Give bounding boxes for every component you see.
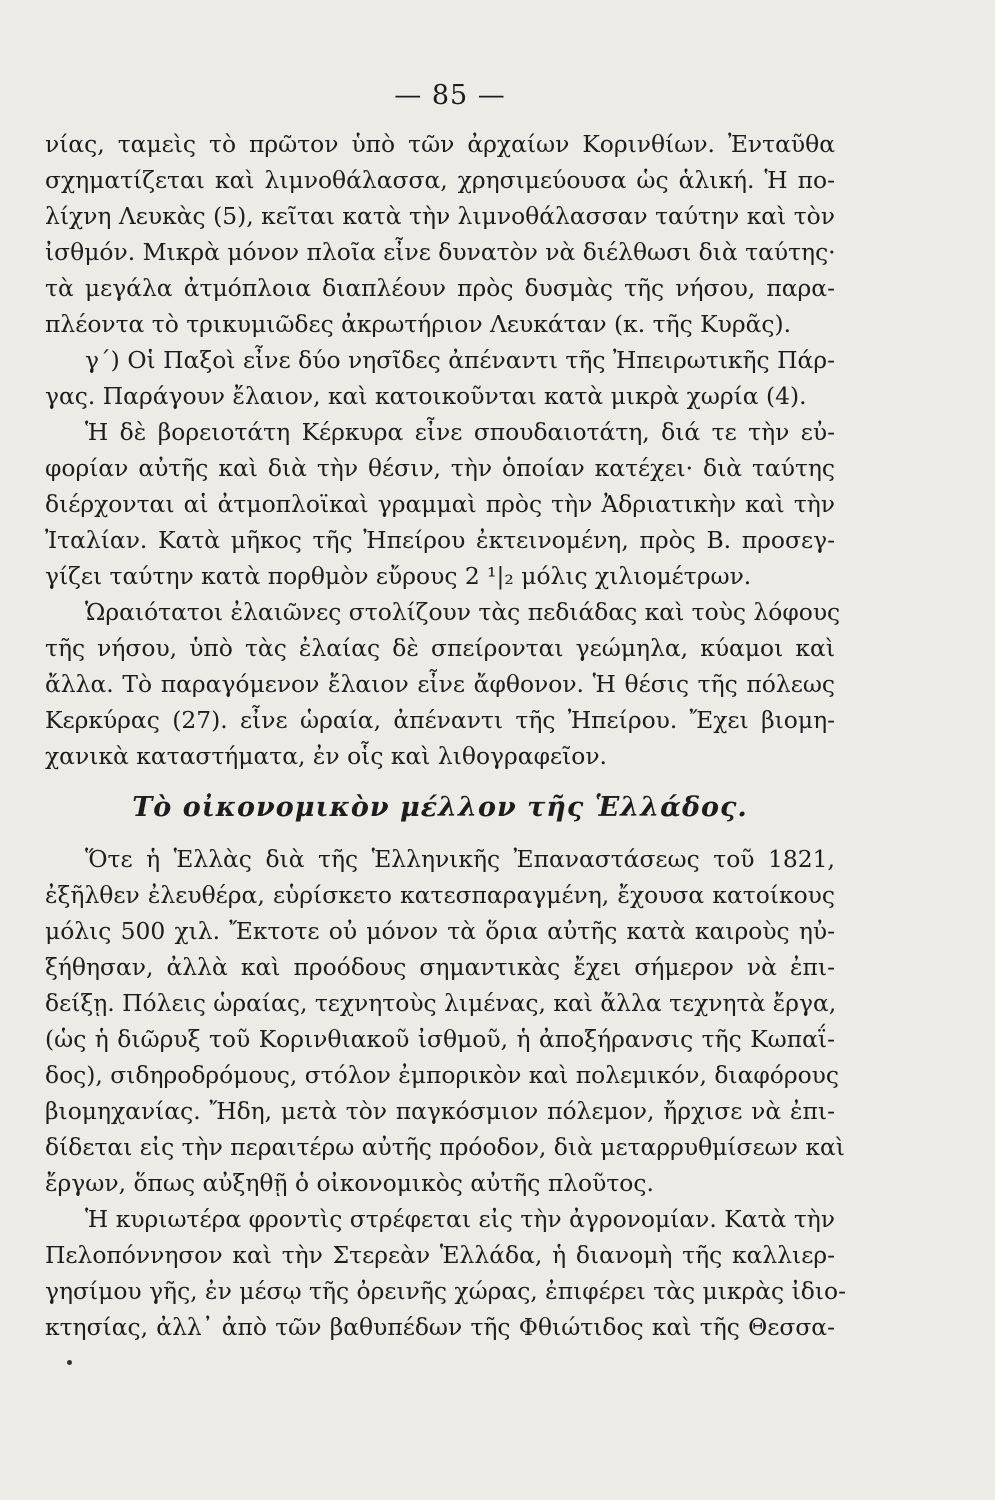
text-line: πλέοντα τὸ τρικυμιῶδες ἀκρωτήριον Λευκάταν (κ. τῆς Κυρᾶς). [45,310,792,338]
text-line: φορίαν αὐτῆς καὶ διὰ τὴν θέσιν, τὴν ὁποίαν κατέχει· διὰ ταύτης [45,454,835,482]
text-line: κτησίας, ἀλλ᾽ ἀπὸ τῶν βαθυπέδων τῆς Φθιώτιδος καὶ τῆς Θεσσα- [45,1313,835,1341]
section-heading: Τὸ οἰκονομικὸν μέλλον τῆς Ἑλλάδος. [132,792,748,823]
text-line: Κερκύρας (27). εἶνε ὡραία, ἀπέναντι τῆς Ἠπείρου. Ἔχει βιομη- [45,706,835,734]
text-line: λίχνη Λευκὰς (5), κεῖται κατὰ τὴν λιμνοθάλασσαν ταύτην καὶ τὸν [45,202,835,230]
text-line: Ὅτε ἡ Ἑλλὰς διὰ τῆς Ἑλληνικῆς Ἐπαναστάσεως τοῦ 1821, [85,845,835,873]
text-line: χανικὰ καταστήματα, ἐν οἷς καὶ λιθογραφεῖον. [45,742,607,770]
text-line: γίζει ταύτην κατὰ πορθμὸν εὔρους 2 ¹|₂ μόλις χιλιομέτρων. [45,562,752,590]
text-line: βιομηχανίας. Ἤδη, μετὰ τὸν παγκόσμιον πόλεμον, ἤρχισε νὰ ἐπι- [45,1097,835,1125]
text-line: ἔργων, ὅπως αὐξηθῇ ὁ οἰκονομικὸς αὐτῆς πλοῦτος. [45,1169,654,1197]
paragraphs-islands [45,126,841,774]
text-line: ἐξῆλθεν ἐλευθέρα, εὑρίσκετο κατεσπαραγμένη, ἔχουσα κατοίκους [45,881,835,909]
text-line: Ὡραιότατοι ἐλαιῶνες στολίζουν τὰς πεδιάδας καὶ τοὺς λόφους [85,598,841,626]
text-line: διέρχονται αἱ ἀτμοπλοϊκαὶ γραμμαὶ πρὸς τὴν Ἀδριατικὴν καὶ τὴν [45,490,835,518]
text-line: Πελοπόννησον καὶ τὴν Στερεὰν Ἑλλάδα, ἡ διανομὴ τῆς καλλιερ- [45,1241,835,1269]
page-number: — 85 — [394,80,506,111]
text-line: ξήθησαν, ἀλλὰ καὶ προόδους σημαντικὰς ἔχει σήμερον νὰ ἐπι- [45,953,835,981]
text-line: γ΄) Οἱ Παξοὶ εἶνε δύο νησῖδες ἀπέναντι τῆς Ἠπειρωτικῆς Πάρ- [85,346,835,374]
text-line: δος), σιδηροδρόμους, στόλον ἐμπορικὸν καὶ πολεμικόν, διαφόρους [45,1061,840,1089]
text-line: τῆς νήσου, ὑπὸ τὰς ἐλαίας δὲ σπείρονται γεώμηλα, κύαμοι καὶ [45,634,835,662]
text-line: σχηματίζεται καὶ λιμνοθάλασσα, χρησιμεύουσα ὡς ἁλική. Ἡ πο- [45,166,835,194]
text-line: (ὡς ἡ διῶρυξ τοῦ Κορινθιακοῦ ἰσθμοῦ, ἡ ἀποξήρανσις τῆς Κωπαΐ- [45,1025,835,1053]
ink-dot [67,1360,72,1365]
text-line: μόλις 500 χιλ. Ἔκτοτε οὐ μόνον τὰ ὅρια αὐτῆς κατὰ καιροὺς ηὐ- [45,917,835,945]
paragraphs-economy [45,841,847,1345]
text-line: Ἡ κυριωτέρα φροντὶς στρέφεται εἰς τὴν ἀγρονομίαν. Κατὰ τὴν [85,1205,835,1233]
text-line: ἰσθμόν. Μικρὰ μόνον πλοῖα εἶνε δυνατὸν νὰ διέλθωσι διὰ ταύτης· [45,238,836,266]
text-line: γησίμου γῆς, ἐν μέσῳ τῆς ὀρεινῆς χώρας, ἐπιφέρει τὰς μικρὰς ἰδιο- [45,1277,847,1305]
text-line: νίας, ταμεὶς τὸ πρῶτον ὑπὸ τῶν ἀρχαίων Κορινθίων. Ἐνταῦθα [45,130,835,158]
text-line: δίδεται εἰς τὴν περαιτέρω αὐτῆς πρόοδον, διὰ μεταρρυθμίσεων καὶ [45,1133,845,1161]
text-line: γας. Παράγουν ἔλαιον, καὶ κατοικοῦνται κατὰ μικρὰ χωρία (4). [45,382,807,410]
text-line: Ἰταλίαν. Κατὰ μῆκος τῆς Ἠπείρου ἐκτεινομένη, πρὸς Β. προσεγ- [45,526,835,554]
text-line: Ἡ δὲ βορειοτάτη Κέρκυρα εἶνε σπουδαιοτάτη, διά τε τὴν εὐ- [85,418,835,446]
text-line: ἄλλα. Τὸ παραγόμενον ἔλαιον εἶνε ἄφθονον. Ἡ θέσις τῆς πόλεως [45,670,835,698]
text-line: δείξῃ. Πόλεις ὡραίας, τεχνητοὺς λιμένας, καὶ ἄλλα τεχνητὰ ἔργα, [45,989,837,1017]
text-line: τὰ μεγάλα ἀτμόπλοια διαπλέουν πρὸς δυσμὰς τῆς νήσου, παρα- [45,274,835,302]
